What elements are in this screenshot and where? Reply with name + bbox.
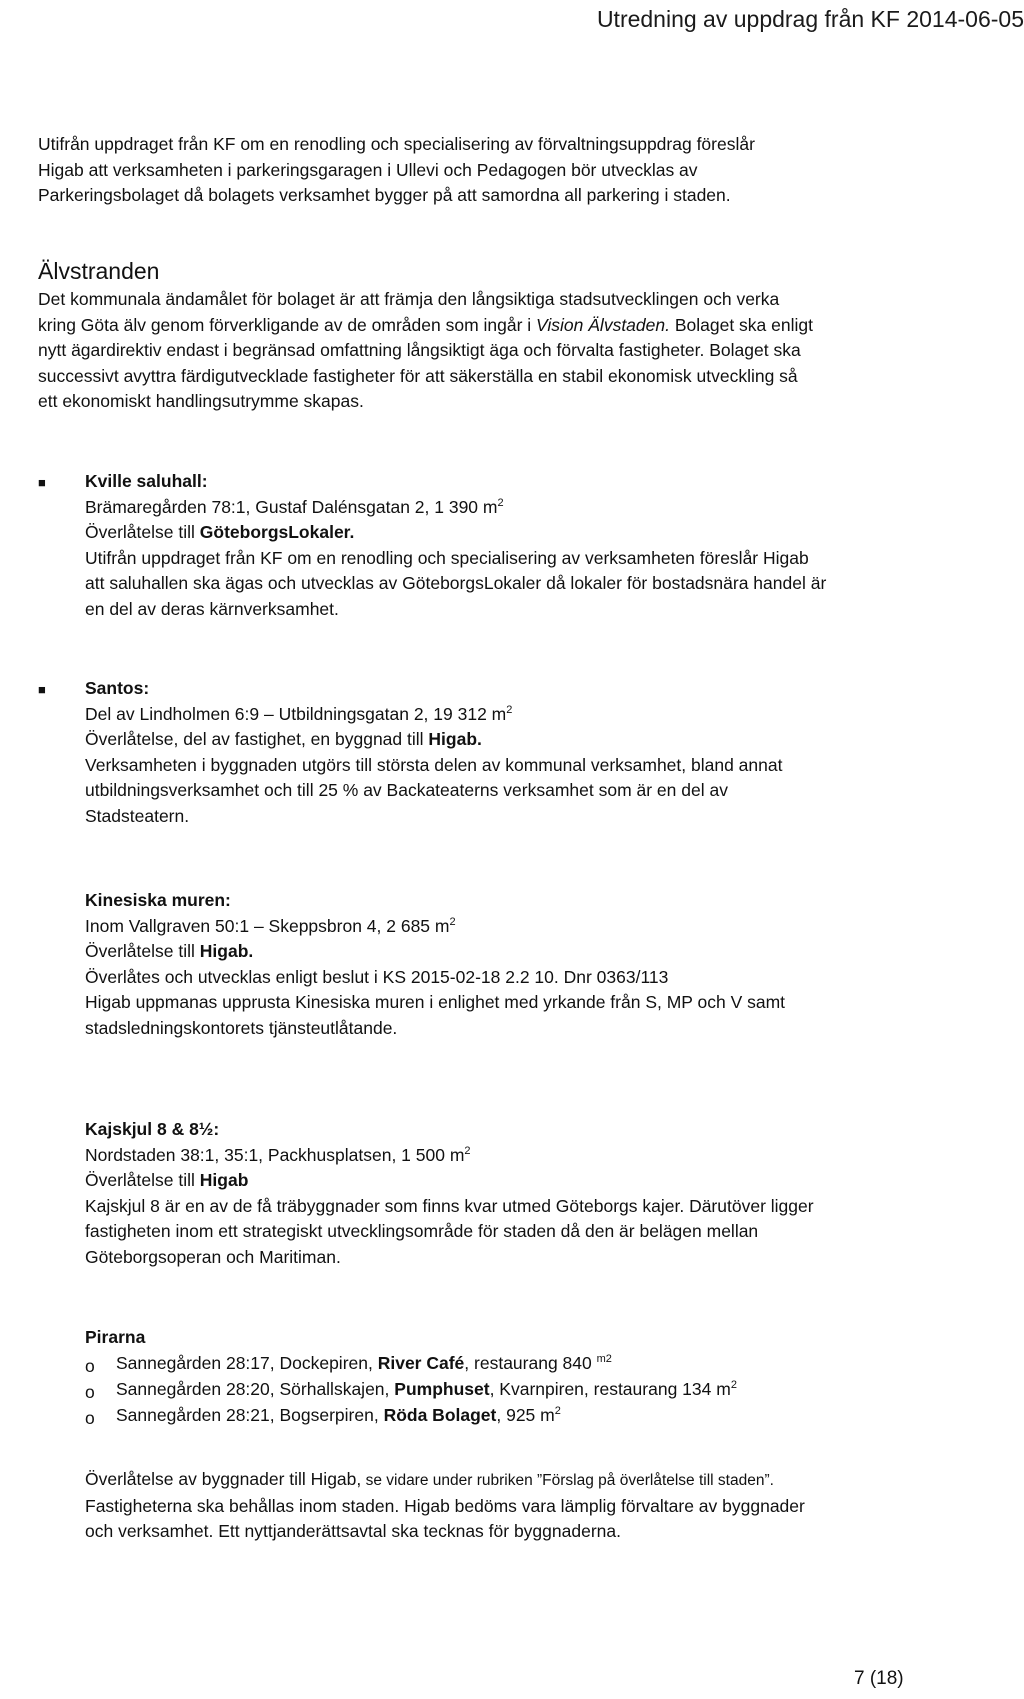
section-heading-alvstranden: Älvstranden xyxy=(38,258,160,284)
kville-property xyxy=(85,495,985,521)
bullet-square-icon: ■ xyxy=(38,682,46,697)
document-header-title: Utredning av uppdrag från KF 2014-06-05 xyxy=(596,6,1024,32)
superscript: 2 xyxy=(730,1379,737,1391)
intro-line: Utifrån uppdraget från KF om en renodling och specialisering av förvaltningsuppdrag föreslår xyxy=(38,134,755,154)
kinesiska-transfer xyxy=(85,939,985,965)
superscript: 2 xyxy=(449,915,456,928)
kajskjul-desc-line: fastigheten inom ett strategiskt utvecklingsområde för staden då den är belägen mellan xyxy=(85,1221,759,1241)
closing-line: Fastigheterna ska behållas inom staden. Higab bedöms vara lämplig förvaltare av byggnader xyxy=(85,1495,805,1516)
paragraph-line: nytt ägardirektiv endast i begränsad omfattning långsiktigt äga och förvalta fastigheter. Bolaget ska xyxy=(38,340,801,360)
kville-desc-line: Utifrån uppdraget från KF om en renodling och specialisering av verksamheten föreslår Higab xyxy=(85,547,809,568)
text-segment: Bolaget ska enligt xyxy=(669,314,813,335)
text-segment: Överlåtelse till xyxy=(85,941,200,961)
closing-line: och verksamhet. Ett nyttjanderättsavtal ska tecknas för byggnaderna. xyxy=(85,1521,621,1541)
alvstranden-section xyxy=(38,256,998,415)
text-segment: Överlåtelse till xyxy=(85,522,200,542)
text-segment: Överlåtelse av byggnader till Higab, xyxy=(85,1469,362,1489)
text-segment: Sannegården 28:20, Sörhallskajen, xyxy=(116,1379,395,1399)
santos-desc-line: Verksamheten i byggnaden utgörs till största delen av kommunal verksamhet, bland annat xyxy=(85,754,783,775)
paragraph-line: successivt avyttra färdigutvecklade fastigheter för att säkerställa en stabil ekonomisk utveckling så xyxy=(38,365,798,386)
kinesiska-desc-line: Higab uppmanas upprusta Kinesiska muren i enlighet med yrkande från S, MP och V samt xyxy=(85,992,786,1012)
superscript: 2 xyxy=(506,703,513,716)
recipient-bold: Higab xyxy=(199,1170,249,1190)
kinesiska-section xyxy=(85,888,985,1041)
intro-line: Parkeringsbolaget då bolagets verksamhet bygger på att samordna all parkering i staden. xyxy=(38,185,731,205)
kinesiska-desc-line: stadsledningskontorets tjänsteutlåtande. xyxy=(85,1017,398,1038)
santos-section xyxy=(85,676,985,829)
kajskjul-desc-line: Göteborgsoperan och Maritiman. xyxy=(85,1246,341,1267)
santos-property xyxy=(85,702,985,728)
superscript: m2 xyxy=(596,1353,612,1365)
intro-paragraph xyxy=(38,132,998,209)
venue-name-bold: River Café xyxy=(377,1353,465,1373)
kville-desc-line: att saluhallen ska ägas och utvecklas av GöteborgsLokaler då lokaler för bostadsnära handel är xyxy=(85,573,827,593)
venue-name-bold: Pumphuset xyxy=(394,1379,490,1399)
property-text: Inom Vallgraven 50:1 – Skeppsbron 4, 2 685 m xyxy=(85,915,450,936)
kville-section xyxy=(85,469,985,622)
kville-desc-line: en del av deras kärnverksamhet. xyxy=(85,598,339,619)
paragraph-line xyxy=(38,313,998,339)
santos-desc-line: Stadsteatern. xyxy=(85,805,190,826)
santos-transfer xyxy=(85,727,985,753)
closing-line xyxy=(85,1467,1005,1494)
kinesiska-property xyxy=(85,914,985,940)
text-segment: , restaurang 840 xyxy=(464,1353,597,1373)
kajskjul-transfer xyxy=(85,1168,985,1194)
kville-transfer xyxy=(85,520,985,546)
recipient-bold: GöteborgsLokaler. xyxy=(199,522,355,542)
list-bullet-o: o xyxy=(85,1408,95,1428)
property-text: Nordstaden 38:1, 35:1, Packhusplatsen, 1 500 m xyxy=(85,1144,465,1165)
santos-desc-line: utbildningsverksamhet och till 25 % av Backateaterns verksamhet som är en del av xyxy=(85,780,728,800)
kajskjul-title: Kajskjul 8 & 8½: xyxy=(85,1119,220,1139)
kinesiska-title: Kinesiska muren: xyxy=(85,890,231,910)
venue-name-bold: Röda Bolaget xyxy=(383,1405,497,1425)
recipient-bold: Higab. xyxy=(428,729,482,749)
property-text: Del av Lindholmen 6:9 – Utbildningsgatan 2, 19 312 m xyxy=(85,703,507,724)
recipient-bold: Higab. xyxy=(199,941,254,961)
text-segment: , 925 m xyxy=(496,1405,555,1425)
kajskjul-section xyxy=(85,1117,985,1270)
list-bullet-o: o xyxy=(85,1382,95,1402)
intro-line: Higab att verksamheten i parkeringsgaragen i Ullevi och Pedagogen bör utvecklas av xyxy=(38,159,698,180)
pirarna-section xyxy=(85,1325,985,1351)
santos-title: Santos: xyxy=(85,678,150,698)
alvstranden-paragraph xyxy=(38,287,998,415)
text-segment: Sannegården 28:17, Dockepiren, xyxy=(116,1353,378,1373)
kajskjul-property xyxy=(85,1143,985,1169)
pirarna-item xyxy=(116,1403,996,1429)
text-segment: , Kvarnpiren, restaurang 134 m xyxy=(489,1379,731,1399)
superscript: 2 xyxy=(464,1144,471,1157)
text-segment: Sannegården 28:21, Bogserpiren, xyxy=(116,1405,384,1425)
text-segment: Överlåtelse, del av fastighet, en byggnad till xyxy=(85,729,429,749)
text-segment-small: se vidare under rubriken ”Förslag på överlåtelse till staden”. xyxy=(361,1472,774,1489)
kville-title: Kville saluhall: xyxy=(85,471,208,491)
property-text: Brämaregården 78:1, Gustaf Dalénsgatan 2, 1 390 m xyxy=(85,496,498,517)
superscript: 2 xyxy=(497,496,504,509)
pirarna-item xyxy=(116,1377,996,1403)
pirarna-title: Pirarna xyxy=(85,1327,146,1347)
kinesiska-desc-line: Överlåtes och utvecklas enligt beslut i KS 2015-02-18 2.2 10. Dnr 0363/113 xyxy=(85,966,669,987)
pirarna-item xyxy=(116,1351,996,1377)
paragraph-line: Det kommunala ändamålet för bolaget är att främja den långsiktiga stadsutvecklingen och verka xyxy=(38,289,780,309)
bullet-square-icon: ■ xyxy=(38,475,46,490)
page-number: 7 (18) xyxy=(854,1668,904,1689)
superscript: 2 xyxy=(554,1405,561,1417)
paragraph-line: ett ekonomiskt handlingsutrymme skapas. xyxy=(38,391,364,411)
vision-alvstaden-italic: Vision Älvstaden. xyxy=(536,314,670,335)
list-bullet-o: o xyxy=(85,1356,95,1376)
pirarna-closing xyxy=(85,1467,1005,1545)
text-segment: Överlåtelse till xyxy=(85,1170,200,1190)
kajskjul-desc-line: Kajskjul 8 är en av de få träbyggnader som finns kvar utmed Göteborgs kajer. Därutöver ligger xyxy=(85,1195,814,1216)
text-segment: kring Göta älv genom förverkligande av de områden som ingår i xyxy=(38,314,537,335)
